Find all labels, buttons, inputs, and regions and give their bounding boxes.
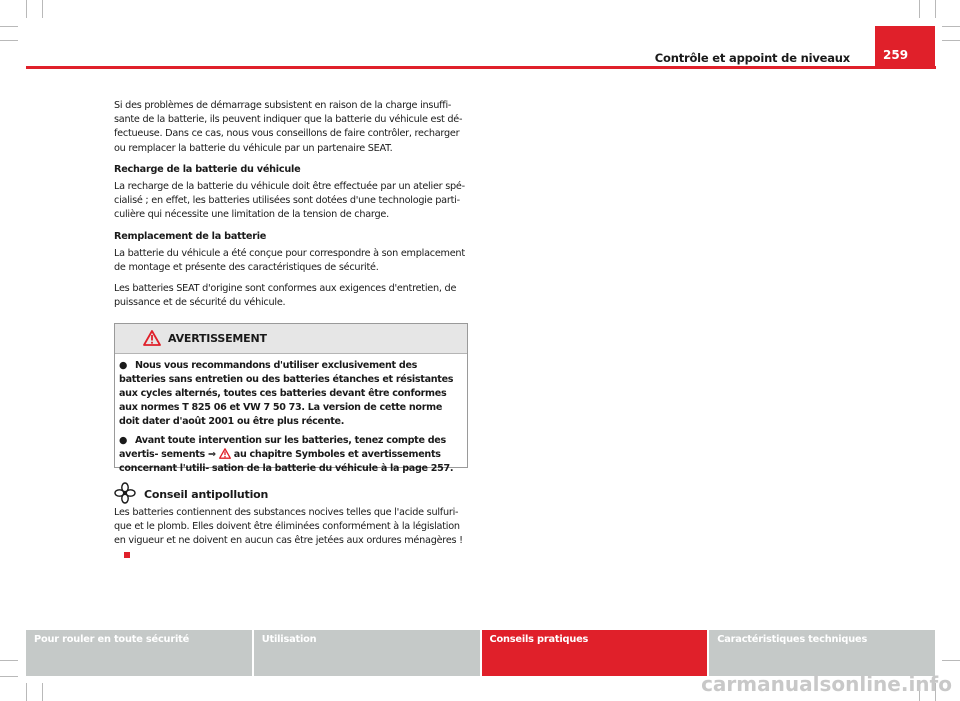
crop-mark	[919, 0, 920, 18]
warning-triangle-icon	[143, 330, 161, 346]
section-end-marker	[124, 552, 130, 558]
warning-item	[119, 434, 461, 476]
eco-title: Conseil antipollution	[144, 488, 269, 501]
warning-header	[115, 324, 467, 354]
eco-header	[114, 482, 474, 506]
warning-title: AVERTISSEMENT	[168, 332, 267, 345]
crop-mark	[0, 676, 18, 677]
page-number: 259	[883, 48, 909, 62]
warning-box	[114, 323, 468, 474]
crop-mark	[42, 0, 43, 18]
warning-item-text: Nous vous recommandons d'utiliser exclusivement des batteries sans entretien ou des batteries étanches et résistantes aux cycles alternés, toutes ces batteries devant être conformes aux normes T 825 06 et VW 7 50 73. La version de cette norme doit dater d'août 2001 ou être plus récente.	[119, 360, 454, 427]
crop-mark	[26, 0, 27, 18]
watermark: carmanualsonline.info	[701, 672, 952, 696]
crop-mark	[935, 0, 936, 18]
crop-mark	[26, 683, 27, 701]
warning-item-text: Avant toute intervention sur les batteries, tenez compte des avertis- sements ⇒	[119, 435, 446, 460]
eco-text: Les batteries contiennent des substances nocives telles que l'acide sulfuri- que et le plomb. Elles doivent être éliminées conformément à la législation en vigueur et ne doivent en aucun cas être jetées aux ordures ménagères !	[114, 507, 463, 547]
crop-mark	[0, 26, 18, 27]
crop-mark	[42, 683, 43, 701]
running-header-title: Contrôle et appoint de niveaux	[654, 51, 850, 65]
section-paragraph: Les batteries SEAT d'origine sont conformes aux exigences d'entretien, de puissance et de sécurité du véhicule.	[114, 283, 457, 309]
crop-mark	[0, 40, 18, 41]
footer-tab[interactable]: Utilisation	[254, 630, 480, 676]
crop-mark	[942, 660, 960, 661]
crop-mark	[942, 40, 960, 41]
footer-tab[interactable]: Pour rouler en toute sécurité	[26, 630, 252, 676]
crop-mark	[0, 660, 18, 661]
eco-advice	[114, 482, 474, 563]
main-content	[114, 99, 470, 318]
warning-body	[115, 354, 467, 476]
crop-mark	[942, 26, 960, 27]
warning-item	[119, 359, 461, 429]
warning-item-text: au chapitre Symboles et avertissements concernant l'utili- sation de la batterie du véhicule à la page 257.	[119, 449, 454, 474]
intro-paragraph: Si des problèmes de démarrage subsistent en raison de la charge insuffi- sante de la batterie, ils peuvent indiquer que la batterie du véhicule est dé- fectueuse. Dans ce cas, nous vous conseillons de faire contrôler, recharger ou remplacer la batterie du véhicule par un partenaire SEAT.	[114, 100, 463, 154]
section-heading: Recharge de la batterie du véhicule	[114, 163, 301, 175]
section-paragraph: La recharge de la batterie du véhicule doit être effectuée par un atelier spé- cialisé ; en effet, les batteries utilisées sont dotées d'une technologie parti- culière qui nécessite une limitation de la tension de charge.	[114, 181, 465, 221]
header-rule	[26, 66, 936, 69]
page-number-box	[875, 26, 935, 68]
warning-triangle-icon[interactable]	[219, 448, 231, 459]
flower-icon	[114, 482, 136, 504]
footer-tab-active[interactable]: Conseils pratiques	[482, 630, 708, 676]
bullet-icon: ●	[119, 435, 128, 446]
footer-navigation	[26, 630, 935, 676]
bullet-icon: ●	[119, 360, 128, 371]
section-heading: Remplacement de la batterie	[114, 230, 267, 242]
footer-tab[interactable]: Caractéristiques techniques	[709, 630, 935, 676]
section-paragraph: La batterie du véhicule a été conçue pour correspondre à son emplacement de montage et présente des caractéristiques de sécurité.	[114, 247, 465, 274]
eco-paragraph	[114, 506, 474, 563]
